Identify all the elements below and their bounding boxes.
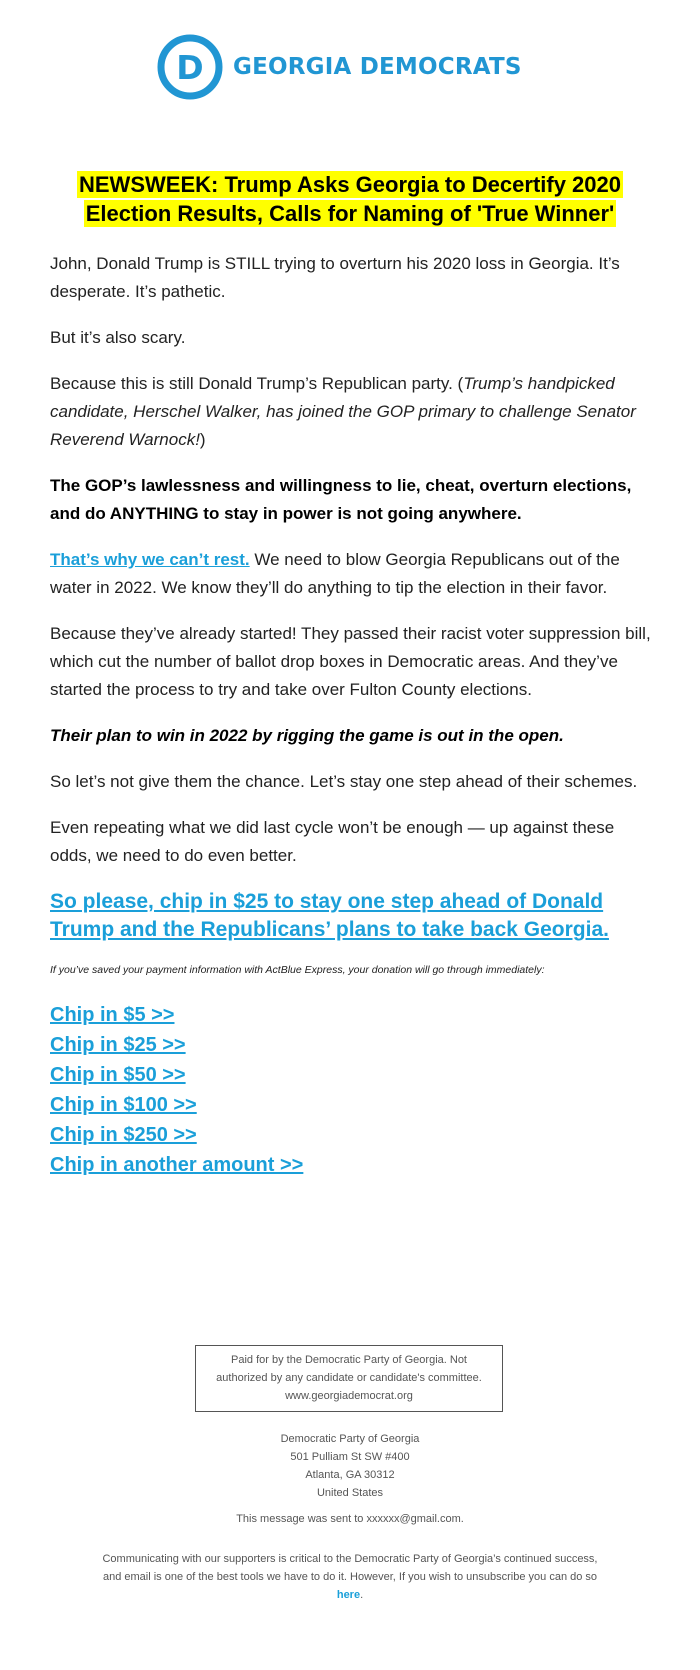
paragraph-republican-party bbox=[50, 370, 660, 454]
paid-line-1: Paid for by the Democratic Party of Georgia. Not bbox=[231, 1354, 467, 1366]
chip-item bbox=[50, 1000, 660, 1030]
headline bbox=[40, 170, 660, 228]
chip-in-5-link[interactable]: Chip in $5 >> bbox=[50, 1004, 175, 1026]
chip-in-other-link[interactable]: Chip in another amount >> bbox=[50, 1154, 304, 1176]
paragraph-plan: Their plan to win in 2022 by rigging the game is out in the open. bbox=[50, 726, 564, 745]
chip-in-100-link[interactable]: Chip in $100 >> bbox=[50, 1094, 197, 1116]
sent-email: xxxxxx@gmail.com bbox=[366, 1513, 461, 1525]
sent-to-line bbox=[150, 1510, 550, 1528]
paragraph-one-step: So let’s not give them the chance. Let’s stay one step ahead of their schemes. bbox=[50, 772, 638, 791]
unsubscribe-note bbox=[95, 1550, 605, 1604]
email-body bbox=[50, 250, 660, 1180]
chip-item bbox=[50, 1090, 660, 1120]
chip-item bbox=[50, 1150, 660, 1180]
actblue-note: If you’ve saved your payment information with ActBlue Express, your donation will go through immediately: bbox=[50, 964, 545, 976]
mailing-address bbox=[200, 1430, 500, 1502]
paid-for-box bbox=[195, 1345, 503, 1412]
georgia-democrats-logo[interactable] bbox=[157, 34, 522, 100]
paid-line-2: authorized by any candidate or candidate's committee. bbox=[216, 1372, 482, 1384]
chip-item bbox=[50, 1060, 660, 1090]
unsub-text: Communicating with our supporters is critical to the Democratic Party of Georgia’s continued success, and email is one of the best tools we have to do it. However, If you wish to unsubscribe you can do so bbox=[102, 1553, 598, 1583]
chip-in-50-link[interactable]: Chip in $50 >> bbox=[50, 1064, 186, 1086]
sent-suffix: . bbox=[460, 1513, 464, 1525]
chip-item bbox=[50, 1120, 660, 1150]
headline-text: NEWSWEEK: Trump Asks Georgia to Decertify 2020 Election Results, Calls for Naming of 'True Winner' bbox=[79, 172, 621, 226]
paragraph-cant-rest bbox=[50, 546, 660, 602]
p5-text: We need to blow Georgia Republicans out of the water in 2022. We know they’ll do anything to tip the election in their favor. bbox=[50, 550, 620, 597]
donate-ask bbox=[50, 888, 660, 944]
sent-prefix: This message was sent to bbox=[236, 1513, 367, 1525]
chip-in-25-link[interactable]: Chip in $25 >> bbox=[50, 1034, 186, 1056]
address-city: Atlanta, GA 30312 bbox=[305, 1469, 395, 1481]
logo-text: GEORGIA DEMOCRATS bbox=[233, 54, 522, 80]
address-country: United States bbox=[316, 1487, 384, 1499]
d-logo-icon bbox=[157, 34, 223, 100]
unsubscribe-link[interactable]: here bbox=[336, 1589, 361, 1601]
p3-close: ) bbox=[199, 430, 206, 449]
paragraph-intro: John, Donald Trump is STILL trying to overturn his 2020 loss in Georgia. It’s desperate. It’s pathetic. bbox=[50, 254, 620, 301]
paragraph-gop-lawlessness: The GOP’s lawlessness and willingness to lie, cheat, overturn elections, and do ANYTHING to stay in power is not going anywhere. bbox=[50, 476, 632, 523]
p3-text: Because this is still Donald Trump’s Republican party. ( bbox=[50, 374, 464, 393]
p3-italic: Trump’s handpicked candidate, Herschel Walker, has joined the GOP primary to challenge Senator Reverend Warnock! bbox=[50, 374, 636, 449]
paragraph-scary: But it’s also scary. bbox=[50, 328, 186, 347]
paragraph-already-started: Because they’ve already started! They passed their racist voter suppression bill, which cut the number of ballot drop boxes in Democratic areas. And they’ve started the process to try and take over Fulton County elections. bbox=[50, 624, 651, 699]
chip-in-250-link[interactable]: Chip in $250 >> bbox=[50, 1124, 197, 1146]
unsub-end: . bbox=[360, 1589, 364, 1601]
paid-line-3: www.georgiademocrat.org bbox=[285, 1390, 413, 1402]
logo-letter: D bbox=[176, 48, 204, 87]
address-street: 501 Pulliam St SW #400 bbox=[290, 1451, 410, 1463]
address-org: Democratic Party of Georgia bbox=[280, 1433, 420, 1445]
chip-item bbox=[50, 1030, 660, 1060]
chip-in-list bbox=[50, 1000, 660, 1180]
paragraph-do-better: Even repeating what we did last cycle won’t be enough — up against these odds, we need to do even better. bbox=[50, 818, 615, 865]
cant-rest-link[interactable]: That’s why we can’t rest. bbox=[50, 550, 250, 569]
donate-ask-link[interactable]: So please, chip in $25 to stay one step ahead of Donald Trump and the Republicans’ plans to take back Georgia. bbox=[50, 890, 609, 941]
